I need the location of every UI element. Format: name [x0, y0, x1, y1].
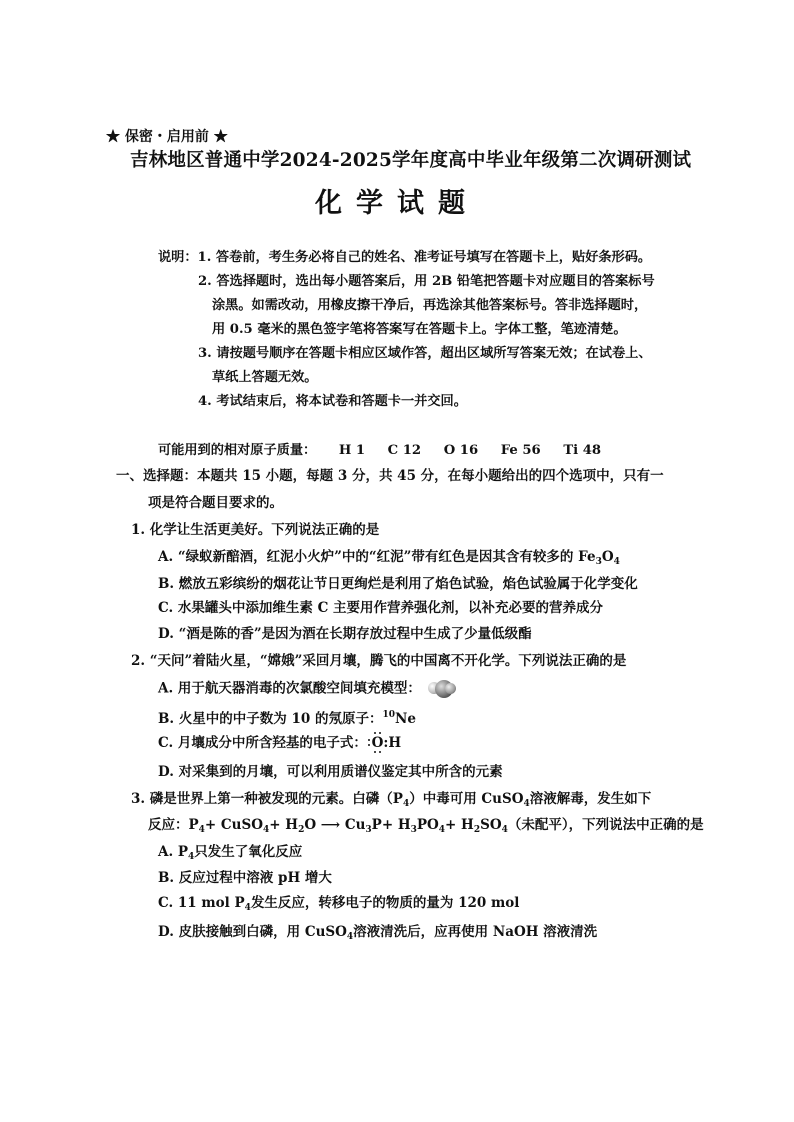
question-2-option-b: B. 火星中的中子数为 10 的氖原子：$^{10}$Ne — [158, 710, 416, 727]
mass-c: C 12 — [387, 443, 422, 458]
question-1-option-a: A. “绿蚁新醅酒，红泥小火炉”中的“红泥”带有红色是因其含有较多的 $Fe_3O_4$ — [158, 549, 620, 567]
hydroxyl-electron-formula: O — [372, 734, 384, 752]
instruction-2-cont: 用 0.5 毫米的黑色签字笔将答案写在答题卡上。字体工整，笔迹清楚。 — [212, 322, 627, 337]
hclo-space-filling-model-icon — [428, 679, 458, 699]
subject-title: 化学试题 — [315, 188, 479, 219]
question-1-option-b: B. 燃放五彩缤纷的烟花让节日更绚烂是利用了焰色试验，焰色试验属于化学变化 — [158, 576, 638, 592]
atomic-masses-label: 可能用到的相对原子质量： — [158, 443, 317, 458]
instruction-3: 3. 请按题号顺序在答题卡相应区域作答，超出区域所写答案无效；在试卷上、 — [198, 346, 652, 361]
question-3-option-b: B. 反应过程中溶液 pH 增大 — [158, 870, 332, 886]
section-heading-cont: 项是符合题目要求的。 — [148, 495, 283, 511]
confidential-label: ★ 保密・启用前 ★ — [106, 129, 228, 145]
question-1-option-d: D. “酒是陈的香”是因为酒在长期存放过程中生成了少量低级酯 — [158, 626, 532, 642]
atomic-masses — [158, 442, 601, 460]
question-2-stem: 2. “天问”着陆火星，“嫦娥”采回月壤，腾飞的中国离不开化学。下列说法正确的是 — [131, 653, 627, 669]
mass-h: H 1 — [338, 443, 366, 458]
mass-ti: Ti 48 — [563, 443, 602, 458]
section-heading: 一、选择题：本题共 15 小题，每题 3 分，共 45 分，在每小题给出的四个选项中，只有一 — [116, 468, 664, 484]
mass-o: O 16 — [443, 443, 479, 458]
question-3-stem: 3. 磷是世界上第一种被发现的元素。白磷$(P_4)$中毒可用 CuSO$_4$溶液解毒，发生如下 — [131, 791, 652, 809]
exam-title: 吉林地区普通中学2024-2025学年度高中毕业年级第二次调研测试 — [130, 150, 692, 171]
instruction-4: 4. 考试结束后，将本试卷和答题卡一并交回。 — [198, 394, 467, 409]
instruction-3-cont: 草纸上答题无效。 — [212, 370, 318, 385]
question-2-option-a: A. 用于航天器消毒的次氯酸空间填充模型： — [158, 679, 458, 699]
question-1-stem: 1. 化学让生活更美好。下列说法正确的是 — [131, 522, 380, 538]
question-3-option-d: D. 皮肤接触到白磷，用 CuSO$_4$溶液清洗后，应再使用 NaOH 溶液清洗 — [158, 924, 598, 942]
mass-fe: Fe 56 — [500, 443, 541, 458]
instruction-1: 说明：1. 答卷前，考生务必将自己的姓名、准考证号填写在答题卡上，贴好条形码。 — [158, 250, 652, 265]
question-3-equation: 反应：$P_4+$ CuSO$_4$+ $H_2O$ ⟶ $Cu_3P+ H_3PO_4+ H_2SO_4$（未配平），下列说法中正确的是 — [148, 817, 704, 835]
question-2-option-c: C. 月壤成分中所含羟基的电子式： O:H — [158, 734, 401, 752]
question-3-option-a: A. $P_4$只发生了氧化反应 — [158, 844, 303, 862]
question-2-option-d: D. 对采集到的月壤，可以利用质谱仪鉴定其中所含的元素 — [158, 764, 503, 780]
instruction-2: 2. 答选择题时，选出每小题答案后，用 2B 铅笔把答题卡对应题目的答案标号 — [198, 274, 655, 289]
question-1-option-c: C. 水果罐头中添加维生素 C 主要用作营养强化剂，以补充必要的营养成分 — [158, 600, 604, 616]
question-3-option-c: C. 11 mol $P_4$发生反应，转移电子的物质的量为 120 mol — [158, 895, 520, 913]
instruction-2-cont: 涂黑。如需改动，用橡皮擦干净后，再选涂其他答案标号。答非选择题时， — [212, 298, 648, 313]
